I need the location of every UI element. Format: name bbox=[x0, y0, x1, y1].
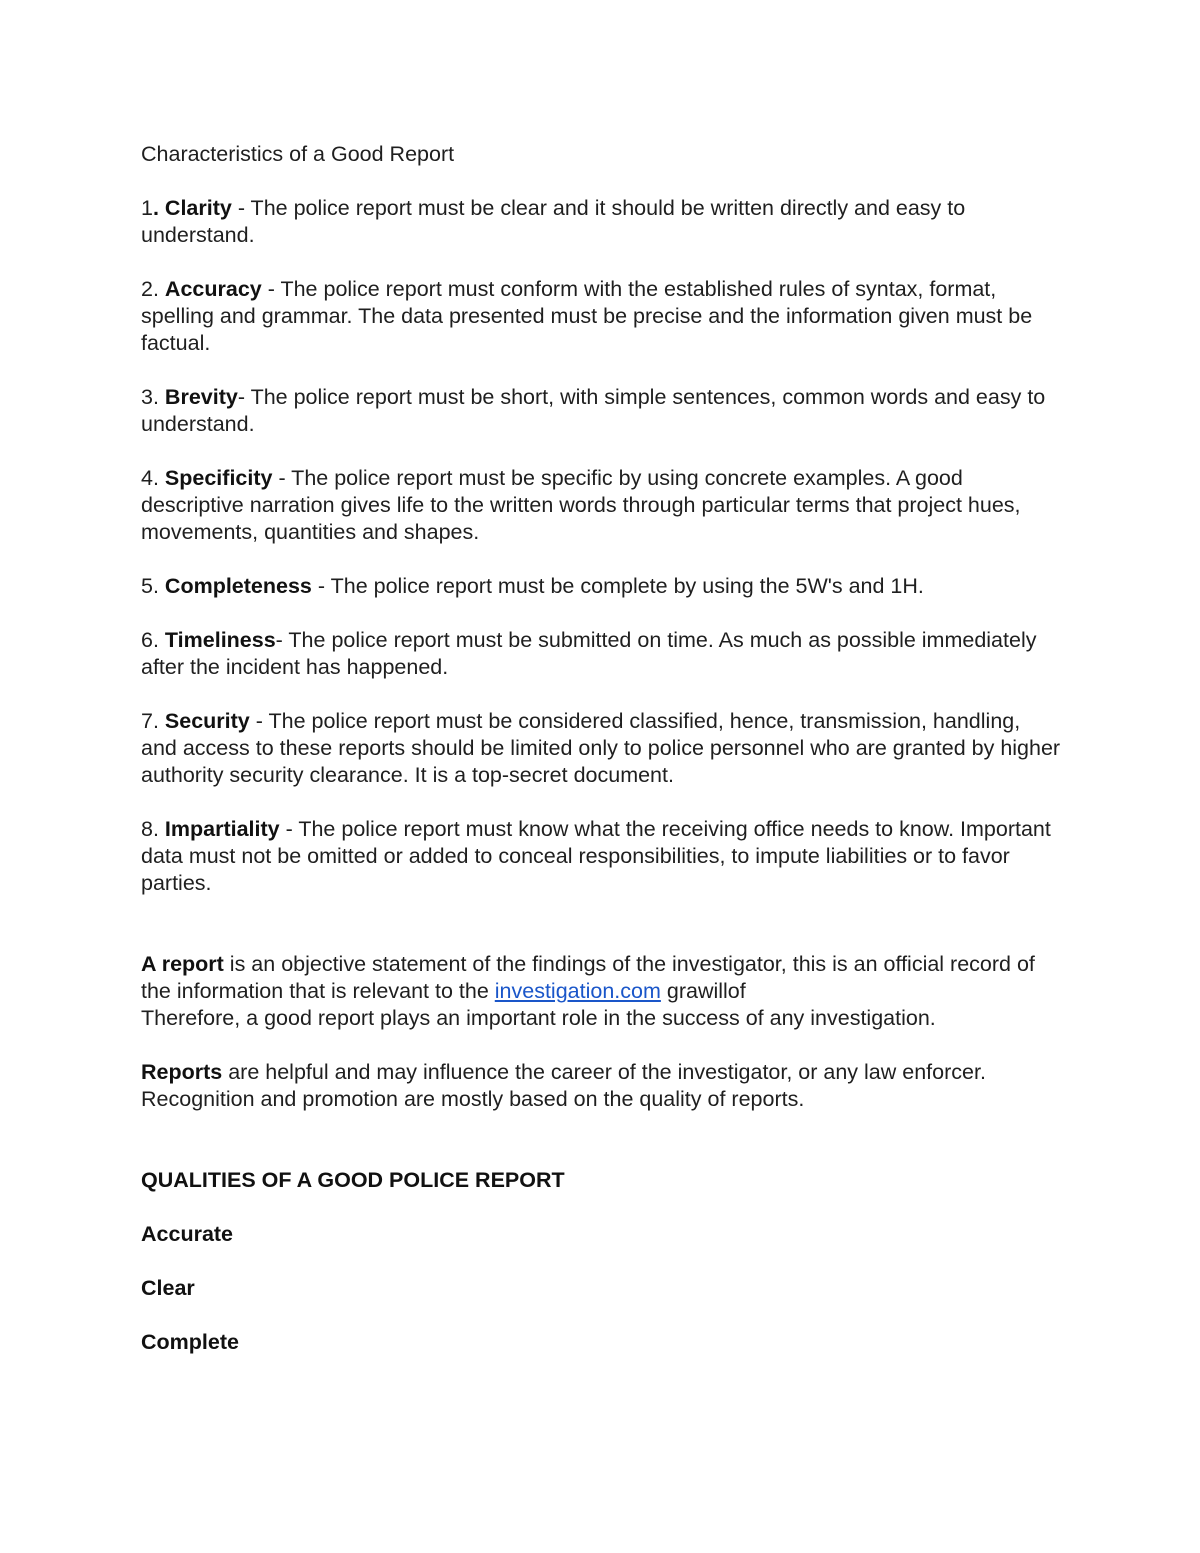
list-item bbox=[141, 276, 1061, 357]
report-term: A report bbox=[141, 952, 224, 976]
document-title: Characteristics of a Good Report bbox=[141, 142, 455, 166]
item-term: Timeliness bbox=[164, 628, 276, 652]
item-text: - The police report must be considered classified, hence, transmission, handling, and access to these reports should be limited only to police personnel who are granted by higher authority security clearance. It is a top-secret document. bbox=[141, 709, 1061, 787]
list-item bbox=[141, 195, 1061, 249]
item-text: - The police report must know what the receiving office needs to know. Important data must not be omitted or added to conceal responsibilities, to impute liabilities or to favor parties. bbox=[141, 817, 1051, 895]
investigation-link[interactable]: investigation.com bbox=[494, 979, 661, 1003]
list-item bbox=[141, 816, 1061, 897]
reports-paragraph bbox=[141, 1059, 1061, 1113]
report-text-line2: Therefore, a good report plays an important role in the success of any investigation. bbox=[141, 1006, 936, 1030]
item-term: Specificity bbox=[164, 466, 273, 490]
item-term: Completeness bbox=[164, 574, 312, 598]
item-number: 7. bbox=[141, 709, 159, 733]
item-number: 2. bbox=[141, 277, 159, 301]
item-number: 6. bbox=[141, 628, 159, 652]
item-separator: . bbox=[152, 196, 159, 220]
blank-line bbox=[141, 924, 1061, 951]
item-term: Impartiality bbox=[164, 817, 280, 841]
item-text: - The police report must conform with the established rules of syntax, format, spelling and grammar. The data presented must be precise and the information given must be factual. bbox=[141, 277, 1033, 355]
report-text-after-link: grawillof bbox=[660, 979, 746, 1003]
item-term: Accuracy bbox=[164, 277, 262, 301]
reports-text: are helpful and may influence the career of the investigator, or any law enforcer. Recognition and promotion are mostly based on the quality of reports. bbox=[141, 1060, 986, 1111]
item-text: - The police report must be clear and it should be written directly and easy to understand. bbox=[141, 196, 966, 247]
item-text: - The police report must be specific by using concrete examples. A good descriptive narration gives life to the written words through particular terms that project hues, movements, quantities and shapes. bbox=[141, 466, 1021, 544]
item-number: 1 bbox=[141, 196, 153, 220]
item-text: - The police report must be short, with simple sentences, common words and easy to understand. bbox=[141, 385, 1046, 436]
item-term: Security bbox=[164, 709, 250, 733]
list-item bbox=[141, 627, 1061, 681]
list-item bbox=[141, 465, 1061, 546]
blank-line bbox=[141, 1140, 1061, 1167]
item-number: 3. bbox=[141, 385, 159, 409]
list-item bbox=[141, 573, 1061, 600]
item-number: 5. bbox=[141, 574, 159, 598]
item-number: 8. bbox=[141, 817, 159, 841]
document-page bbox=[141, 141, 1061, 1383]
item-text: - The police report must be complete by using the 5W's and 1H. bbox=[311, 574, 924, 598]
quality-item: Complete bbox=[141, 1330, 239, 1354]
list-item bbox=[141, 708, 1061, 789]
report-paragraph bbox=[141, 951, 1061, 1032]
qualities-heading: QUALITIES OF A GOOD POLICE REPORT bbox=[141, 1168, 565, 1192]
quality-item: Accurate bbox=[141, 1222, 234, 1246]
item-number: 4. bbox=[141, 466, 159, 490]
list-item bbox=[141, 384, 1061, 438]
quality-item: Clear bbox=[141, 1276, 195, 1300]
item-term: Brevity bbox=[164, 385, 238, 409]
report-text: is an objective statement of the findings of the investigator, this is an official record of the information that is relevant to the bbox=[141, 952, 1035, 1003]
reports-term: Reports bbox=[141, 1060, 223, 1084]
item-term: Clarity bbox=[158, 196, 232, 220]
item-text: - The police report must be submitted on time. As much as possible immediately after the incident has happened. bbox=[141, 628, 1037, 679]
